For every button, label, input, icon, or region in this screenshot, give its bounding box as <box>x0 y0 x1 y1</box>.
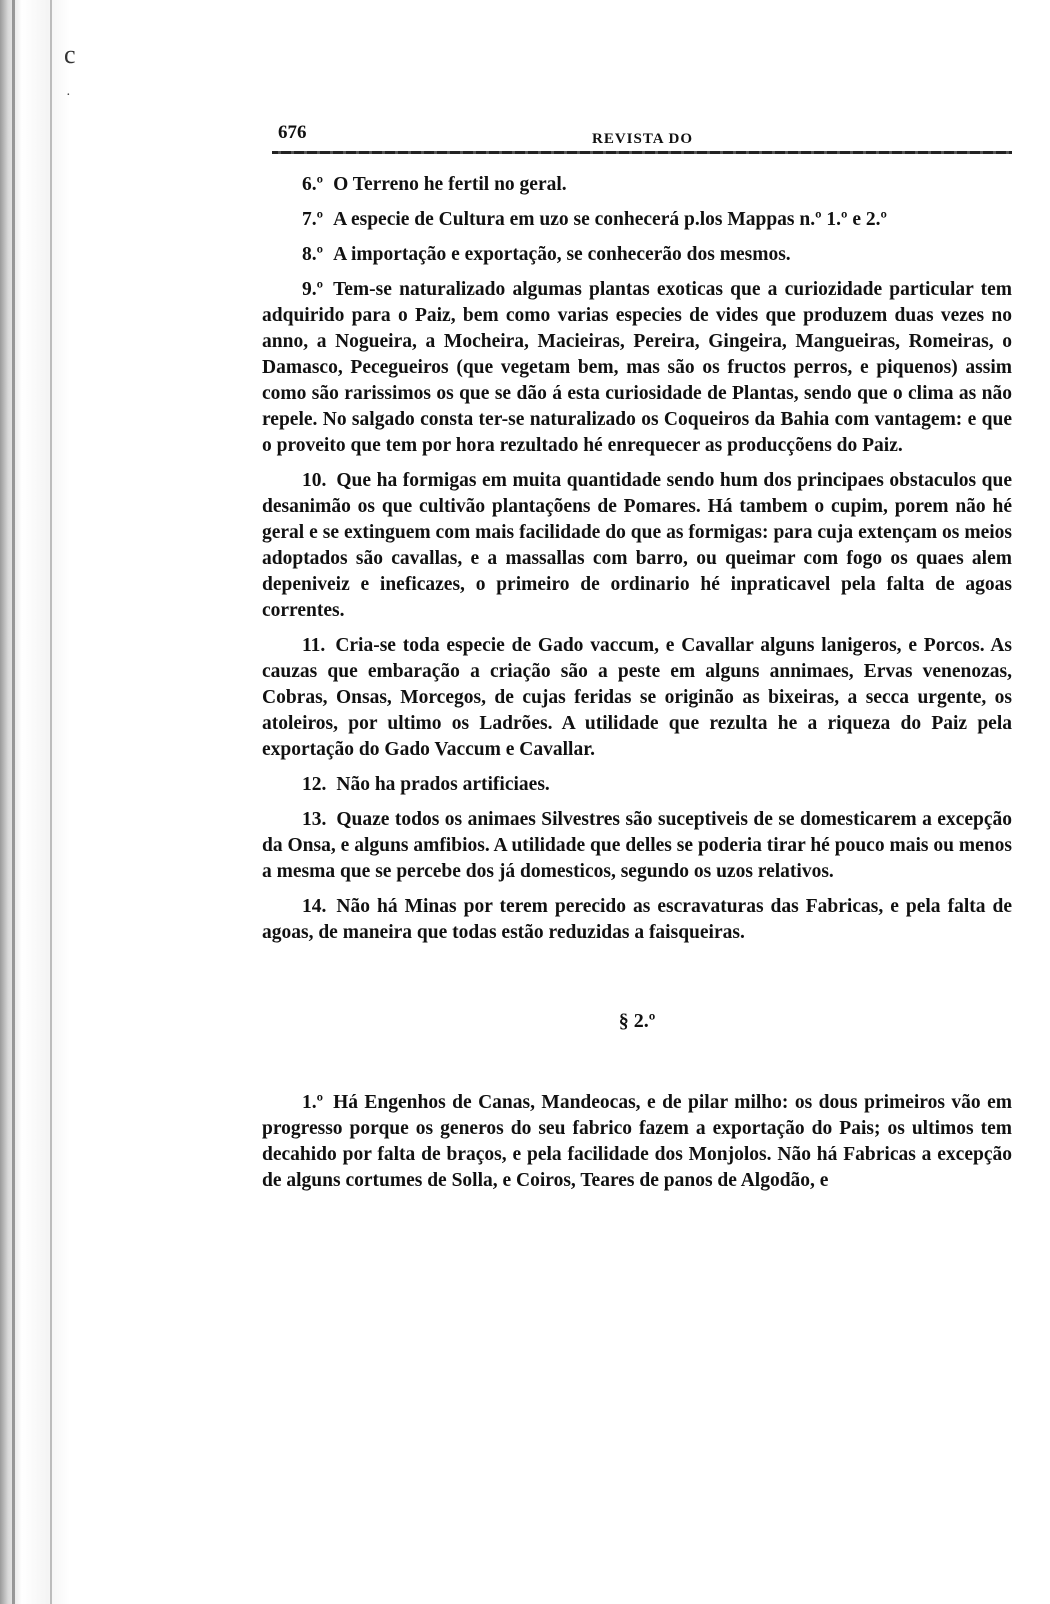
paragraph-number: 1.º <box>302 1092 324 1113</box>
paragraph-number: 8.º <box>302 244 324 265</box>
paragraph <box>262 894 1012 946</box>
paragraph-number: 13. <box>302 809 327 830</box>
paragraph <box>262 1090 1012 1194</box>
paragraph-number: 14. <box>302 896 327 917</box>
paragraph-number: 12. <box>302 774 327 795</box>
paragraph <box>262 807 1012 885</box>
binding-shadow-line <box>12 0 15 1604</box>
header-rule <box>272 151 1012 154</box>
paragraph-text: A importação e exportação, se conhecerão dos mesmos. <box>333 244 791 265</box>
book-binding-edge <box>0 0 76 1604</box>
paragraph-number: 7.º <box>302 209 324 230</box>
paragraph <box>262 207 1012 233</box>
page-header <box>262 110 1012 150</box>
paragraph-text: O Terreno he fertil no geral. <box>333 174 567 195</box>
paragraph <box>262 172 1012 198</box>
paragraph-text: Tem-se naturalizado algumas plantas exoticas que a curiozidade particular tem adquirido para o Paiz, bem como varias especies de vides que produzem duas vezes no anno, a Nogueira, a Mocheira, Macieiras, Pereira, Gingeira, Mangueiras, Romeiras, o Damasco, Pecegueiros (que vegetam bem, mas são os fructos perros, e piquenos) assim como são rarissimos os que se dão á esta curiosidade de Plantas, sendo que o clima as não repele. No salgado consta ter-se naturalizado os Coqueiros da Bahia com vantagem: e que o proveito que tem por hora rezultado hé enrequecer as producçõens do Paiz. <box>262 279 1012 456</box>
paragraph <box>262 633 1012 763</box>
paragraph-text: Cria-se toda especie de Gado vaccum, e Cavallar alguns lanigeros, e Porcos. As cauzas que embaração a criação são a peste em alguns annimaes, Ervas venenozas, Cobras, Onsas, Morcegos, de cujas feridas se originão as bixeiras, a secca urgente, os atoleiros, por ultimo os Ladrões. A utilidade que rezulta he a riqueza do Paiz pela exportação do Gado Vaccum e Cavallar. <box>262 635 1012 760</box>
binding-fold-line <box>50 0 52 1604</box>
paragraph <box>262 468 1012 624</box>
paragraph-text: Não há Minas por terem perecido as escravaturas das Fabricas, e pela falta de agoas, de maneira que todas estão reduzidas a faisqueiras. <box>262 896 1012 943</box>
margin-dot: · <box>66 88 71 103</box>
book-page <box>262 110 1012 1203</box>
paragraph-number: 9.º <box>302 279 324 300</box>
paragraph-text: Que ha formigas em muita quantidade sendo hum dos principaes obstaculos que desanimão os que cultivão plantaçõens de Pomares. Há tambem o cupim, porem não hé geral e se extinguem com mais facilidade do que as formigas: para cuja extençam os meios adoptados são cavallas, e a massallas com barro, ou queimar com fogo os quaes alem depeniveiz e ineficazes, o primeiro de ordinario hé inpraticavel pela falta de agoas correntes. <box>262 470 1012 621</box>
paragraph-text: Há Engenhos de Canas, Mandeocas, e de pilar milho: os dous primeiros vão em progresso porque os generos do seu fabrico fazem a exportação do Pais; os ultimos tem decahido por falta de braços, e pela facilidade dos Monjolos. Não há Fabricas a excepção de alguns cortumes de Solla, e Coiros, Teares de panos de Algodão, e <box>262 1092 1012 1191</box>
paragraph <box>262 277 1012 459</box>
running-head: REVISTA DO <box>592 131 693 147</box>
paragraph-text: Não ha prados artificiaes. <box>336 774 550 795</box>
paragraph-text: Quaze todos os animaes Silvestres são suceptiveis de se domesticarem a excepção da Onsa, e alguns amfibios. A utilidade que delles se poderia tirar hé pouco mais ou menos a mesma que se percebe dos já domesticos, segundo os uzos relativos. <box>262 809 1012 882</box>
paragraph <box>262 242 1012 268</box>
paragraph-number: 11. <box>302 635 326 656</box>
margin-mark: c <box>64 40 76 69</box>
paragraph-text: A especie de Cultura em uzo se conhecerá p.los Mappas n.º 1.º e 2.º <box>333 209 887 230</box>
paragraph-number: 6.º <box>302 174 324 195</box>
paragraph-number: 10. <box>302 470 327 491</box>
page-number: 676 <box>278 122 307 143</box>
section-heading: § 2.º <box>618 1010 656 1032</box>
paragraph <box>262 772 1012 798</box>
page-body <box>262 172 1012 1194</box>
